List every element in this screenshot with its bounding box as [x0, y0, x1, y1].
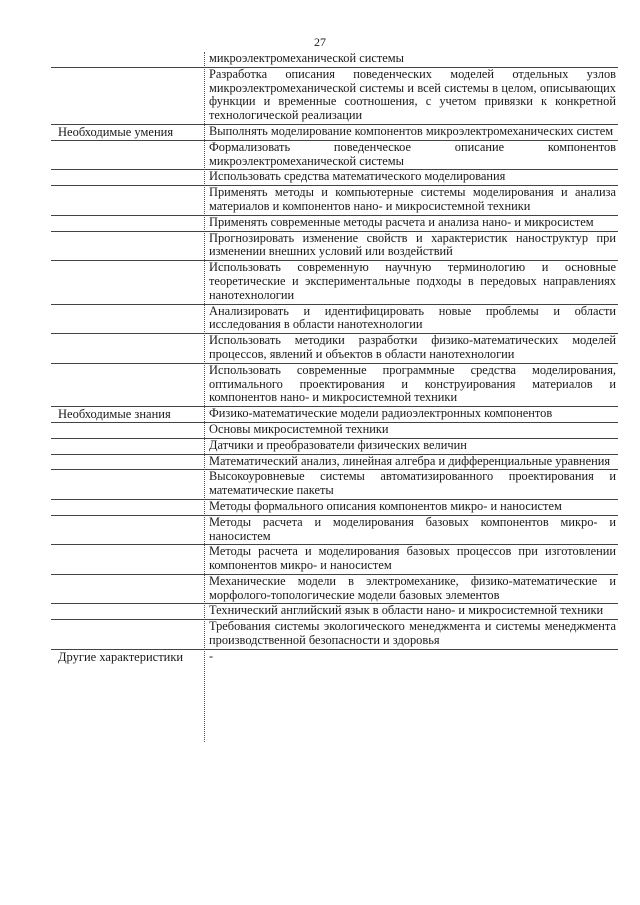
row-text: Анализировать и идентифицировать новые проблемы и области исследования в области нанотехнологии: [209, 303, 616, 332]
table-row: [51, 439, 618, 455]
row-text: Выполнять моделирование компонентов микроэлектромеханических систем: [209, 123, 614, 138]
table-row: [51, 470, 618, 500]
row-text: микроэлектромеханической системы: [209, 51, 404, 65]
table-row: [51, 141, 618, 171]
row-text: Применять современные методы расчета и анализа нано- и микросистем: [209, 214, 594, 229]
row-text: Механические модели в электромеханике, физико-математические и морфолого-топологические модели базовых элементов: [209, 573, 616, 602]
table-row: [51, 52, 618, 68]
row-text: Методы расчета и моделирования базовых процессов при изготовлении компонентов микро- и наносистем: [209, 544, 616, 573]
row-text: Требования системы экологического менеджмента и системы менеджмента производственной безопасности и здоровья: [209, 619, 616, 648]
row-text: Формализовать поведенческое описание компонентов микроэлектромеханической системы: [209, 139, 616, 168]
row-text: Использовать средства математического моделирования: [209, 169, 506, 184]
table-row: [51, 575, 618, 605]
row-text: Разработка описания поведенческих моделей отдельных узлов микроэлектромеханической системы и всей системы в целом, описывающих функции и временные соотношения, с учетом привязки к конкретной технологической реализации: [209, 66, 616, 123]
table-row: [51, 620, 618, 650]
table-row: [51, 407, 618, 423]
table-row: [51, 232, 618, 262]
table-row: [51, 364, 618, 407]
table-row: [51, 545, 618, 575]
row-text: Использовать современную научную терминологию и основные теоретические и экспериментальные подходы в передовых направлениях нанотехнологии: [209, 260, 616, 302]
table-row: [51, 68, 618, 125]
row-text: Методы формального описания компонентов микро- и наносистем: [209, 498, 562, 513]
table-row: [51, 216, 618, 232]
row-text: Математический анализ, линейная алгебра и дифференциальные уравнения: [209, 453, 611, 468]
section-knowledge: [51, 407, 618, 650]
table-row: [51, 305, 618, 335]
competency-table: [51, 52, 618, 665]
row-text: Основы микросистемной техники: [209, 421, 389, 436]
page-number: 27: [314, 35, 326, 49]
row-text: Физико-математические модели радиоэлектронных компонентов: [209, 406, 553, 421]
table-row: [51, 455, 618, 471]
table-row: [51, 650, 618, 665]
table-row: [51, 423, 618, 439]
row-text: Прогнозировать изменение свойств и характеристик наноструктур при изменении внешних условий или воздействий: [209, 230, 616, 259]
table-row: [51, 334, 618, 364]
section-label-knowledge: Необходимые знания: [58, 407, 171, 422]
table-row: [51, 261, 618, 304]
table-row: [51, 170, 618, 186]
row-text: Использовать методики разработки физико-математических моделей процессов, явлений и объектов в области нанотехнологии: [209, 333, 616, 361]
table-row: [51, 604, 618, 620]
table-row: [51, 186, 618, 216]
row-text: Применять методы и компьютерные системы моделирования и анализа материалов и компонентов нано- и микросистемной техники: [209, 185, 616, 213]
table-row: [51, 500, 618, 516]
row-text: Технический английский язык в области нано- и микросистемной техники: [209, 603, 604, 618]
row-text: Использовать современные программные средства моделирования, оптимального проектирования и конструирования материалов и компонентов нано- и микросистемной техники: [209, 362, 616, 405]
section-label-other: Другие характеристики: [58, 649, 184, 664]
table-row: [51, 516, 618, 546]
row-text: -: [209, 648, 214, 663]
section-other: [51, 650, 618, 665]
section-label-skills: Необходимые умения: [58, 124, 174, 139]
row-text: Датчики и преобразователи физических величин: [209, 437, 467, 452]
row-text: Методы расчета и моделирования базовых компонентов микро- и наносистем: [209, 514, 616, 543]
row-text: Высокоуровневые системы автоматизированного проектирования и математические пакеты: [209, 469, 616, 498]
table-row: [51, 125, 618, 141]
section-skills: [51, 52, 618, 407]
